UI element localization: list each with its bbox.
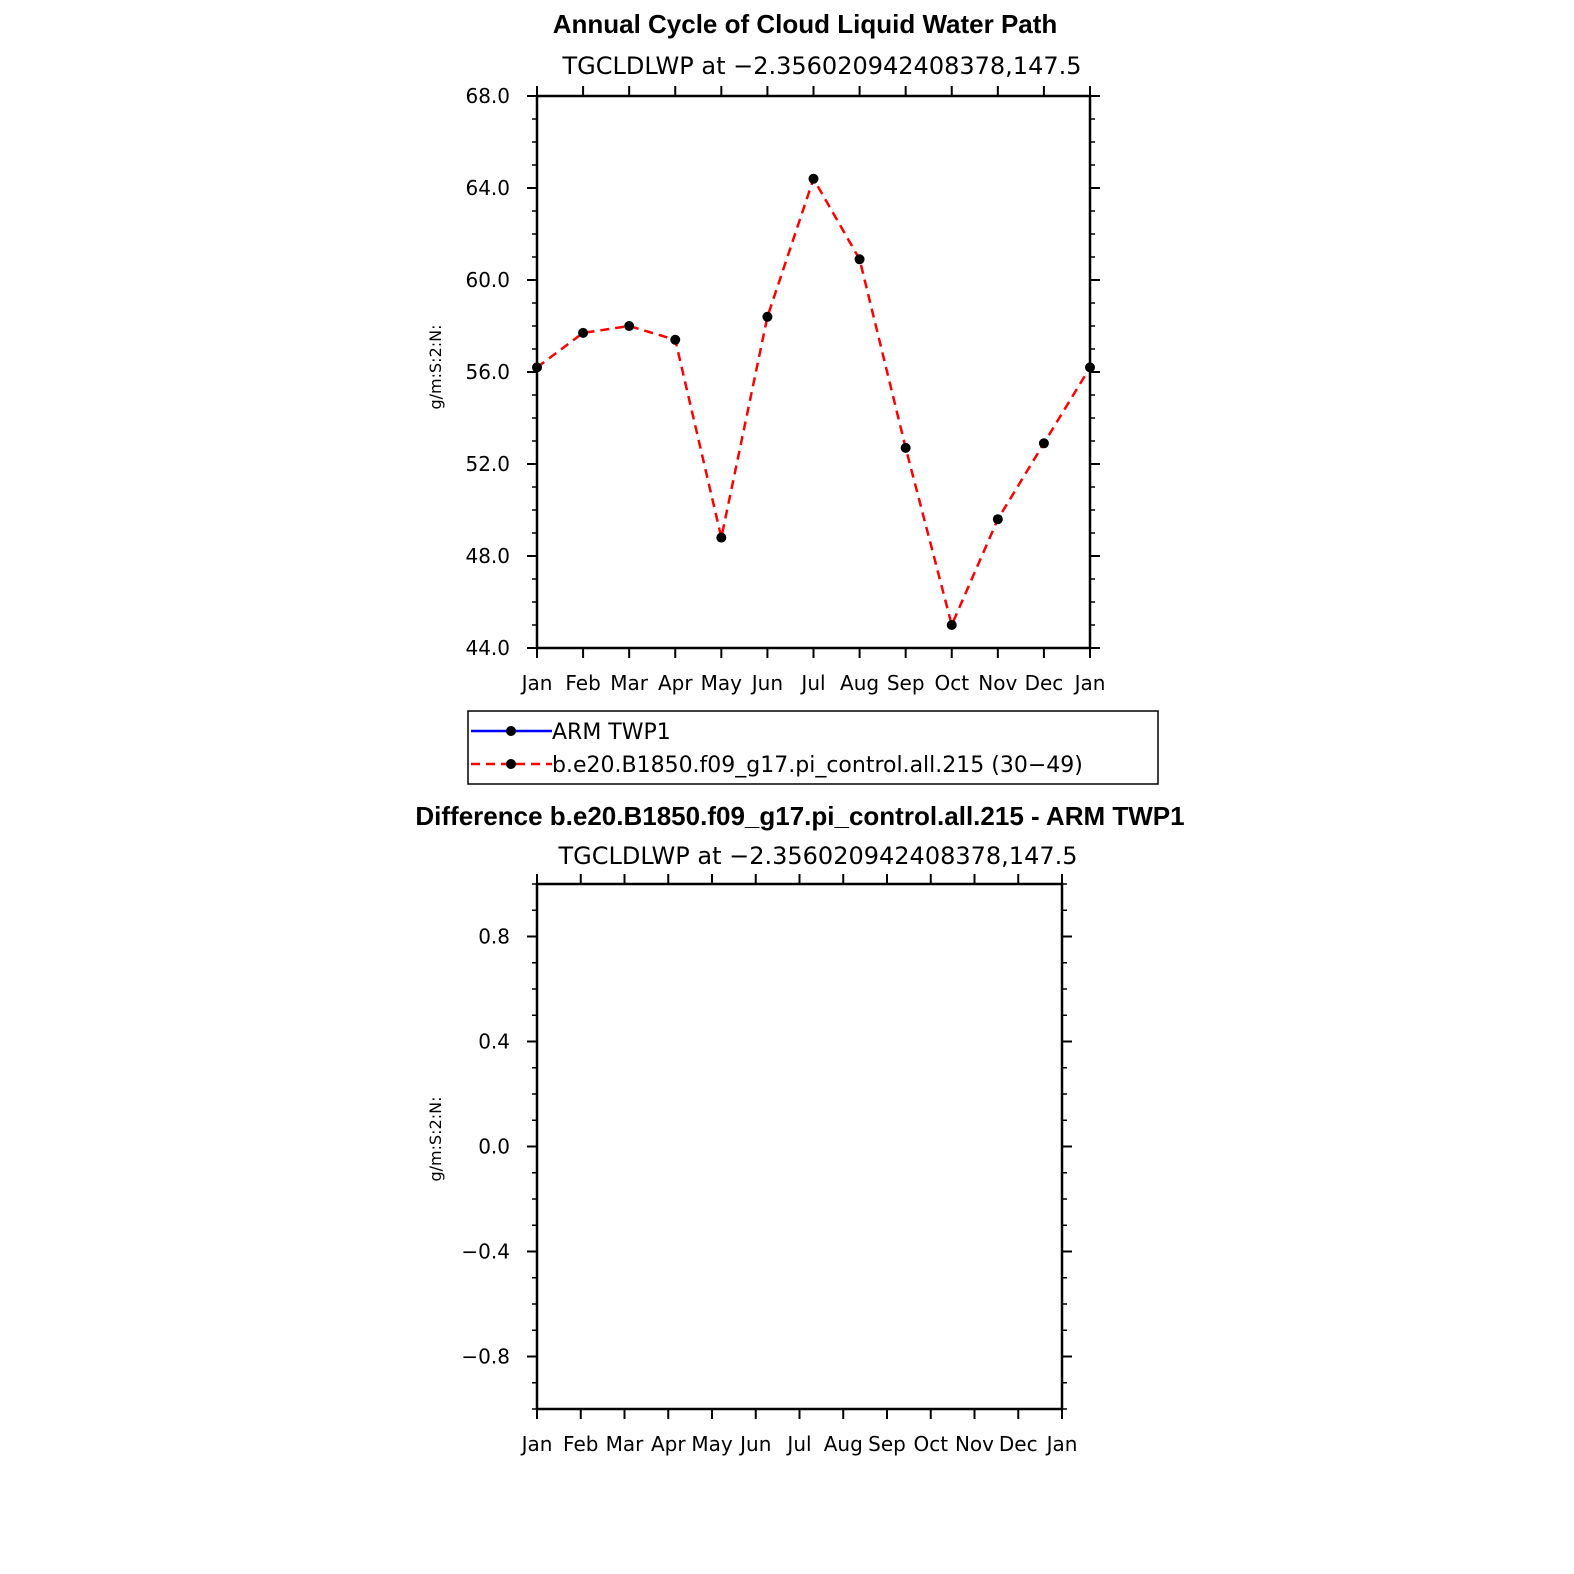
chart2-subtitle: TGCLDLWP at −2.356020942408378,147.5: [558, 842, 1078, 870]
data-point: [762, 312, 772, 322]
chart1-xtick-label: Jan: [521, 671, 553, 695]
annual-cycle-chart: [426, 9, 1158, 784]
chart1-ylabel: g/m:S:2:N:: [426, 324, 445, 410]
chart2-xtick-label: Aug: [823, 1432, 863, 1456]
chart2-xtick-label: Jan: [521, 1432, 553, 1456]
chart2-xtick-label: Jul: [787, 1432, 812, 1456]
chart1-ytick-label: 68.0: [465, 84, 510, 108]
chart2-xtick-label: Feb: [563, 1432, 599, 1456]
chart2-ytick-label: −0.4: [461, 1239, 510, 1264]
chart2-ytick-label: 0.8: [478, 924, 510, 949]
data-point: [716, 533, 726, 543]
chart2-xtick-label: Dec: [998, 1432, 1038, 1456]
data-point: [578, 328, 588, 338]
legend-model-marker: [506, 759, 516, 769]
chart1-xtick-label: Jul: [801, 671, 826, 695]
data-point: [993, 514, 1003, 524]
chart1-xtick-label: Dec: [1024, 671, 1064, 695]
chart1-xtick-label: Aug: [840, 671, 880, 695]
chart1-xtick-label: Oct: [934, 671, 970, 695]
chart1-title: Annual Cycle of Cloud Liquid Water Path: [552, 9, 1058, 39]
chart1-xtick-label: Sep: [886, 671, 925, 695]
chart2-xtick-label: Apr: [650, 1432, 686, 1456]
chart1-xtick-label: Nov: [978, 671, 1018, 695]
chart1-ytick-label: 56.0: [465, 360, 510, 384]
chart1-ytick-label: 48.0: [465, 544, 510, 568]
data-point: [855, 254, 865, 264]
chart2-xtick-label: Oct: [913, 1432, 949, 1456]
chart1-xtick-label: Mar: [610, 671, 649, 695]
data-point: [901, 443, 911, 453]
chart1-ytick-label: 44.0: [465, 636, 510, 660]
chart2-xtick-label: May: [691, 1432, 733, 1456]
chart1-subtitle: TGCLDLWP at −2.356020942408378,147.5: [562, 52, 1082, 80]
chart2-xtick-label: Nov: [954, 1432, 995, 1456]
data-point: [1085, 362, 1095, 372]
chart1-axes: [465, 84, 1105, 695]
chart1-xtick-label: Jan: [1074, 671, 1106, 695]
chart1-xtick-label: May: [700, 671, 743, 695]
data-point: [947, 620, 957, 630]
chart2-ytick-label: 0.0: [478, 1134, 510, 1159]
chart1-legend: [468, 711, 1158, 784]
data-point: [1039, 438, 1049, 448]
legend-model-label: b.e20.B1850.f09_g17.pi_control.all.215 (30−49): [552, 753, 1083, 778]
difference-chart: [415, 801, 1184, 1456]
chart2-xtick-label: Jan: [1046, 1432, 1078, 1456]
series-line-1: [537, 179, 1090, 625]
chart2-title: Difference b.e20.B1850.f09_g17.pi_control.all.215 - ARM TWP1: [415, 801, 1185, 831]
data-point: [809, 174, 819, 184]
chart1-xtick-label: Apr: [657, 671, 693, 695]
data-point: [624, 321, 634, 331]
chart1-ytick-label: 60.0: [465, 268, 510, 292]
chart1-xtick-label: Jun: [751, 671, 784, 695]
chart1-xtick-label: Feb: [565, 671, 601, 695]
chart2-ytick-label: −0.8: [461, 1344, 510, 1369]
chart2-xtick-label: Mar: [605, 1432, 644, 1456]
chart2-axes: [461, 874, 1077, 1456]
chart2-xtick-label: Jun: [740, 1432, 772, 1456]
chart1-series: [532, 174, 1095, 630]
chart2-ytick-label: 0.4: [478, 1029, 510, 1054]
chart1-ytick-label: 64.0: [465, 176, 510, 200]
data-point: [670, 335, 680, 345]
chart2-plot-frame: [537, 884, 1062, 1409]
legend-arm-marker: [506, 726, 516, 736]
chart1-ytick-label: 52.0: [465, 452, 510, 476]
data-point: [532, 362, 542, 372]
chart2-ylabel: g/m:S:2:N:: [426, 1096, 445, 1182]
chart2-xtick-label: Sep: [868, 1432, 906, 1456]
legend-arm-label: ARM TWP1: [552, 720, 671, 745]
